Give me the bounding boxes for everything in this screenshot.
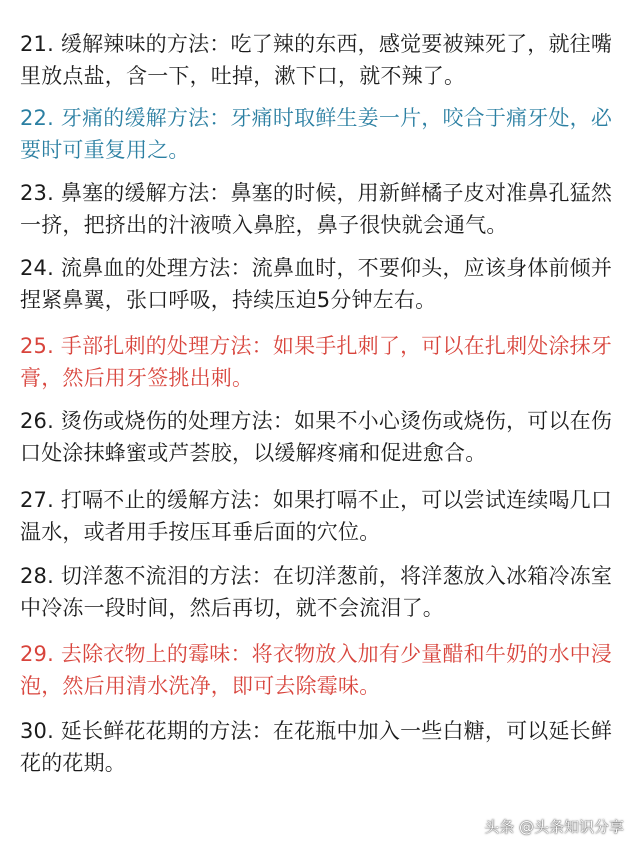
tip-22: 22. 牙痛的缓解方法：牙痛时取鲜生姜一片，咬合于痛牙处，必要时可重复用之。 [20, 106, 613, 162]
tip-26: 26. 烫伤或烧伤的处理方法：如果不小心烫伤或烧伤，可以在伤口处涂抹蜂蜜或芦荟胶，以缓解疼痛和促进愈合。 [20, 409, 613, 465]
watermark: 头条 @头条知识分享 [484, 818, 624, 836]
tip-21: 21. 缓解辣味的方法：吃了辣的东西，感觉要被辣死了，就往嘴里放点盐，含一下，吐掉，漱下口，就不辣了。 [20, 32, 613, 88]
tip-28: 28. 切洋葱不流泪的方法：在切洋葱前，将洋葱放入冰箱冷冻室中冷冻一段时间，然后再切，就不会流泪了。 [20, 564, 613, 620]
tip-27: 27. 打嗝不止的缓解方法：如果打嗝不止，可以尝试连续喝几口温水，或者用手按压耳垂后面的穴位。 [20, 488, 613, 544]
tip-25: 25. 手部扎刺的处理方法：如果手扎刺了，可以在扎刺处涂抹牙膏，然后用牙签挑出刺。 [20, 334, 613, 390]
tip-30: 30. 延长鲜花花期的方法：在花瓶中加入一些白糖，可以延长鲜花的花期。 [20, 719, 613, 775]
tip-23: 23. 鼻塞的缓解方法：鼻塞的时候，用新鲜橘子皮对准鼻孔猛然一挤，把挤出的汁液喷入鼻腔，鼻子很快就会通气。 [20, 181, 613, 237]
tip-24: 24. 流鼻血的处理方法：流鼻血时，不要仰头，应该身体前倾并捏紧鼻翼，张口呼吸，持续压迫5分钟左右。 [20, 256, 613, 312]
tip-29: 29. 去除衣物上的霉味：将衣物放入加有少量醋和牛奶的水中浸泡，然后用清水洗净，即可去除霉味。 [20, 642, 613, 698]
